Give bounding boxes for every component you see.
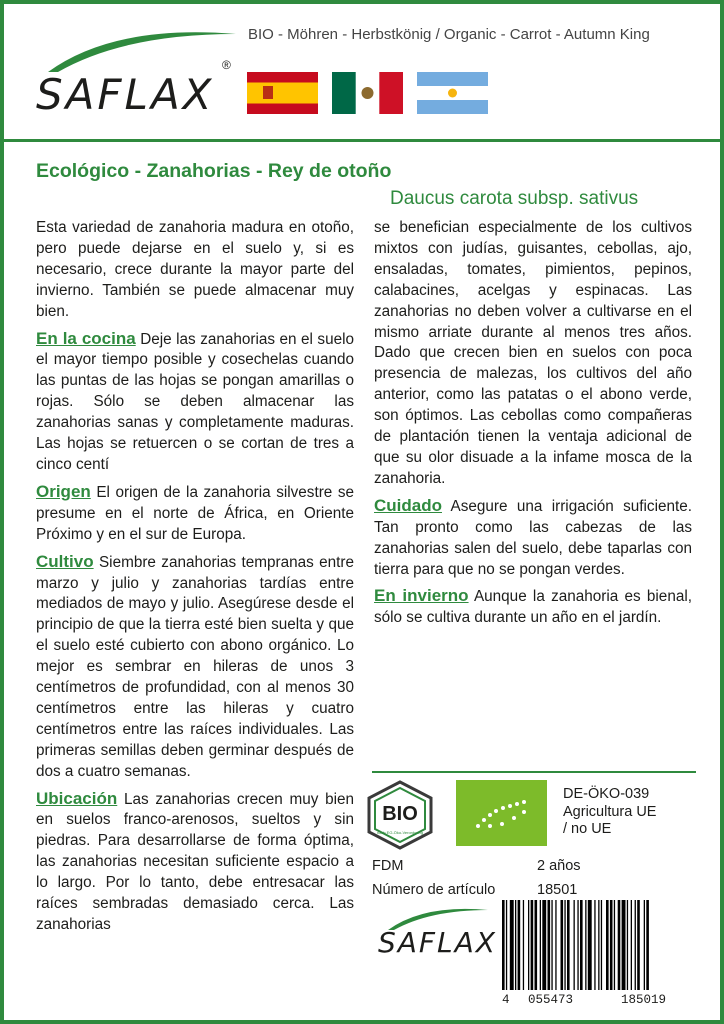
barcode-bar — [528, 900, 529, 990]
mexico-flag-icon — [332, 72, 403, 114]
barcode-bar — [588, 900, 592, 990]
barcode-bar — [567, 900, 570, 990]
cuidado-section — [374, 496, 692, 581]
barcode-digit-first: 4 — [502, 993, 510, 1007]
barcode-digits-right: 185019 — [621, 993, 667, 1007]
barcode-bar — [610, 900, 613, 990]
right-column — [374, 218, 692, 635]
logo-wordmark-small: SAFLAX — [378, 926, 497, 959]
eu-organic-leaf-icon — [456, 780, 547, 846]
logo-swoosh-icon — [44, 28, 240, 74]
barcode-digits-left: 055473 — [528, 993, 574, 1007]
fdm-value: 2 años — [537, 858, 581, 874]
ubicacion-text: Las zanahorias crecen muy bien en suelos franco-arenosos, sueltos y sin piedras. Para desarrollarse de forma óptima, las zanahorias necesitan suficiente espacio a lo largo. Por lo tanto, debe entresacar las raíces sembradas demasiado cerca. Las zanahorias — [36, 790, 354, 933]
cocina-text: Deje las zanahorias en el suelo el mayor tiempo posible y cosechelas cuando las puntas de las hojas se pongan amarillas o rojas. Sólo se deben almacenar las zanahorias sanas y completamente maduras. Las hojas se retuercen o se cortan de tres a cinco centí — [36, 330, 355, 473]
barcode-bar — [548, 900, 551, 990]
origen-section — [36, 482, 354, 546]
registered-mark: ® — [222, 58, 231, 72]
intro-paragraph: Esta variedad de zanahoria madura en otoño, pero puede dejarse en el suelo y, si es necesario, crece durante la mayor parte del invierno. También se puede almacenar muy bien. — [36, 219, 354, 320]
barcode-bar — [510, 900, 514, 990]
barcode-bar — [646, 900, 649, 990]
barcode-bar — [531, 900, 534, 990]
spain-flag-icon — [247, 72, 318, 114]
barcode-bar — [622, 900, 626, 990]
cuidado-heading: Cuidado — [374, 495, 442, 515]
certification-text — [563, 786, 656, 839]
barcode-bar — [618, 900, 621, 990]
barcode-bar — [580, 900, 583, 990]
barcode-bar — [594, 900, 595, 990]
barcode-bar — [555, 900, 556, 990]
saflax-logo — [30, 24, 240, 124]
left-column — [36, 218, 354, 942]
barcode — [498, 900, 702, 992]
barcode-bar — [606, 900, 609, 990]
latin-name: Daucus carota subsp. sativus — [390, 188, 639, 209]
barcode-bar — [631, 900, 632, 990]
cultivo-text: Siembre zanahorias tempranas entre marzo y julio y zanahorias tardías entre mediados de mayo y julio. Asegúrese desde el principio de que la tierra esté bien suelta y que el suelo esté cubierto con abono orgánico. Lo mejor es sembrar en hileras de unos 3 centímetros de profundidad, con al menos 30 centímetros entre las hileras y cuatro centímetros entre las raíces individuales. Las primeras semillas deben germinar después de dos a cuatro semanas. — [36, 553, 354, 780]
cert-origin-2: / no UE — [563, 821, 612, 837]
origen-text: El origen de la zanahoria silvestre se presume en el norte de África, en Oriente Próximo y en el sur de Europa. — [36, 483, 354, 543]
cuidado-text: Asegure una irrigación suficiente. Tan pronto como las cabezas de las zanahorias salen del suelo, debe taparlas con tierra para que no se pongan verdes. — [374, 497, 692, 578]
page-title: Ecológico - Zanahorias - Rey de otoño — [36, 160, 392, 182]
bio-seal-small: nach EG-Öko-Verordnung — [376, 830, 424, 835]
barcode-bar — [601, 900, 602, 990]
saflax-logo-bottom — [376, 904, 496, 974]
cocina-section — [36, 329, 354, 476]
barcode-bar — [506, 900, 507, 990]
ubicacion-section — [36, 789, 354, 936]
ubicacion-heading: Ubicación — [36, 788, 118, 808]
article-label: Número de artículo — [372, 882, 496, 898]
barcode-bar — [637, 900, 640, 990]
continued-paragraph: se benefician especialmente de los cultivos mixtos con judías, guisantes, cebollas, ajo, ensaladas, tomates, pimientos, pepinos, calabacines, acelgas y espinacas. Las zanahorias no deben volver a cultivarse en el mismo arriate durante al menos tres años. Dado que crecen bien en suelos con poca presencia de malezas, los cultivos del año anterior, como las patatas o el abono verde, son óptimos. Las cebollas como compañeras de plantación tienen la ventaja adicional de que su olor disuade a la infame mosca de la zanahoria. — [374, 219, 692, 487]
article-value: 18501 — [537, 882, 578, 898]
invierno-text: Aunque la zanahoria es bienal, sólo se cultiva durante un año en el jardín. — [374, 588, 692, 627]
barcode-bar — [585, 900, 586, 990]
logo-wordmark: SAFLAX — [36, 70, 215, 119]
bio-seal-icon — [365, 780, 435, 850]
cultivo-heading: Cultivo — [36, 551, 94, 571]
cert-origin: Agricultura UE — [563, 803, 657, 820]
invierno-heading: En invierno — [374, 586, 469, 606]
cultivo-section — [36, 552, 354, 783]
barcode-bar — [635, 900, 636, 990]
header-divider — [4, 139, 720, 142]
origen-heading: Origen — [36, 481, 91, 501]
barcode-bar — [515, 900, 516, 990]
barcode-bar — [518, 900, 521, 990]
barcode-bar — [561, 900, 564, 990]
cert-code: DE-ÖKO-039 — [563, 786, 650, 802]
product-headline: BIO - Möhren - Herbstkönig / Organic - Carrot - Autumn King — [248, 26, 650, 43]
barcode-bar — [644, 900, 645, 990]
barcode-bar — [502, 900, 505, 990]
invierno-section — [374, 586, 692, 629]
certification-divider — [372, 771, 696, 773]
barcode-bar — [577, 900, 578, 990]
fdm-label: FDM — [372, 858, 404, 874]
barcode-bar — [535, 900, 538, 990]
barcode-bar — [574, 900, 575, 990]
barcode-bar — [523, 900, 524, 990]
barcode-bar — [564, 900, 565, 990]
cocina-heading: En la cocina — [36, 328, 136, 348]
barcode-bar — [614, 900, 615, 990]
barcode-bar — [598, 900, 599, 990]
bio-seal-label: BIO — [382, 803, 418, 825]
barcode-bar — [542, 900, 546, 990]
barcode-bar — [627, 900, 628, 990]
barcode-bar — [551, 900, 552, 990]
barcode-bar — [540, 900, 541, 990]
argentina-flag-icon — [417, 72, 488, 114]
